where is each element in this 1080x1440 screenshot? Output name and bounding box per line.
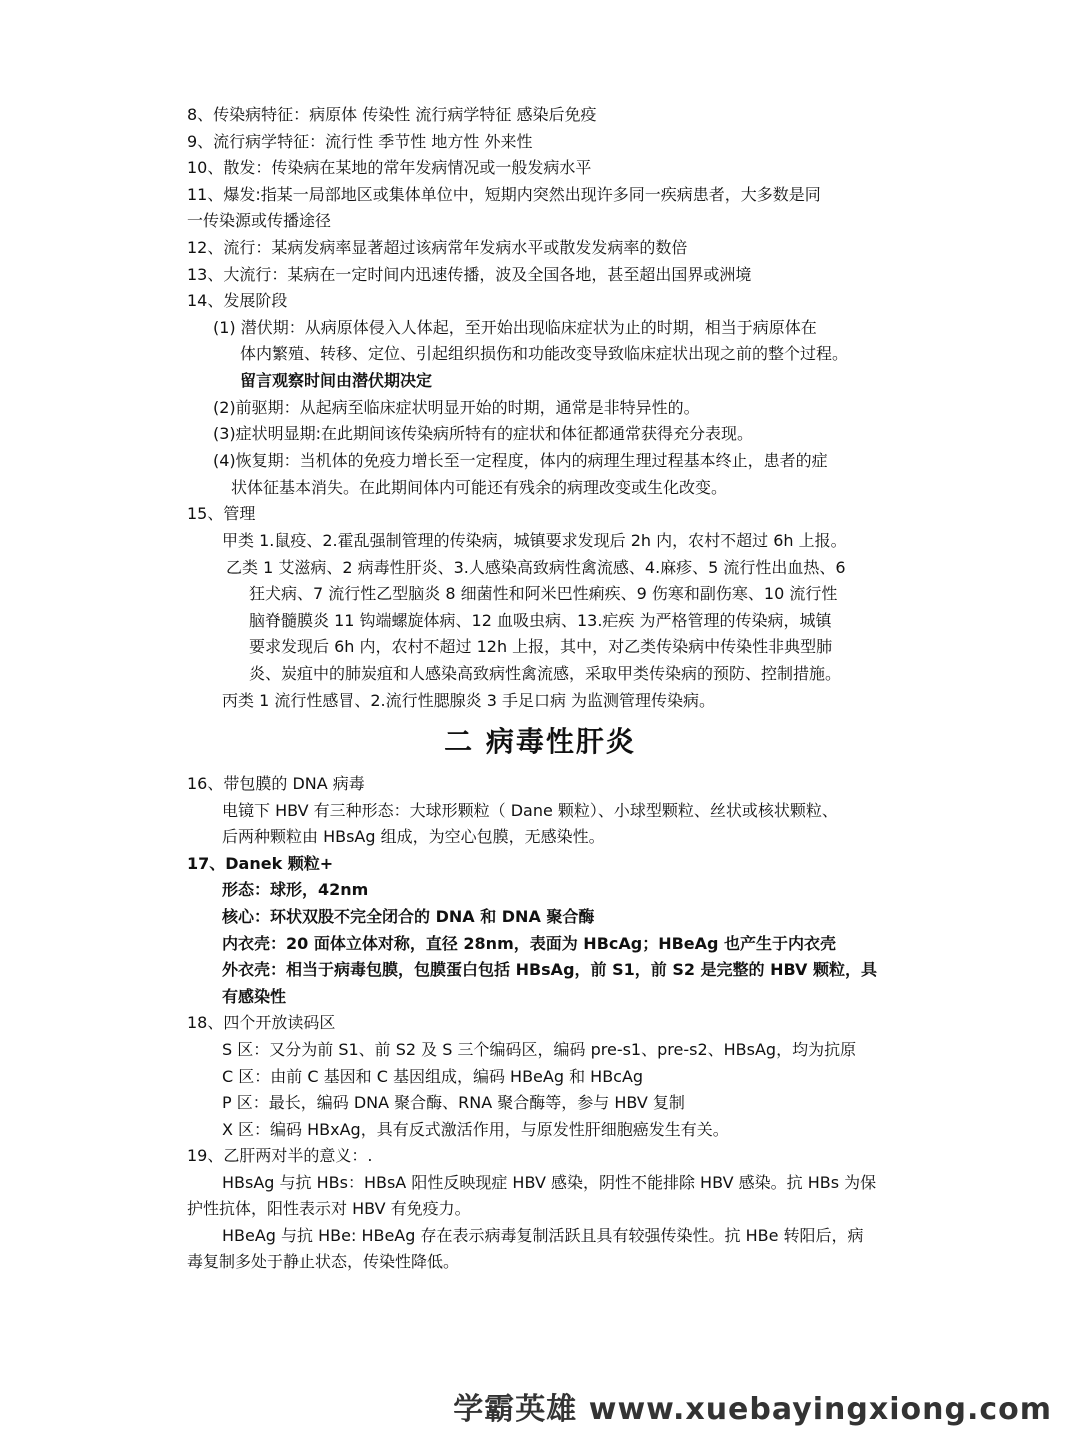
text-line: 18、四个开放读码区 [187, 1013, 336, 1032]
text-line: 体内繁殖、转移、定位、引起组织损伤和功能改变导致临床症状出现之前的整个过程。 [240, 344, 849, 363]
text-line: 脑脊髓膜炎 11 钩端螺旋体病、12 血吸虫病、13.疟疾 为严格管理的传染病，城镇 [249, 611, 832, 630]
text-line: 10、散发：传染病在某地的常年发病情况或一般发病水平 [187, 158, 592, 177]
text-line: 外衣壳：相当于病毒包膜，包膜蛋白包括 HBsAg，前 S1，前 S2 是完整的 HBV 颗粒，具 [222, 960, 878, 979]
text-line: 留言观察时间由潜伏期决定 [240, 371, 433, 390]
text-line: HBsAg 与抗 HBs：HBsA 阳性反映现症 HBV 感染，阴性不能排除 HBV 感染。抗 HBs 为保 [222, 1173, 877, 1192]
text-line: 19、乙肝两对半的意义：. [187, 1146, 373, 1165]
section-heading: 二 病毒性肝炎 [444, 725, 636, 758]
text-line: 15、管理 [187, 504, 256, 523]
text-line: C 区：由前 C 基因和 C 基因组成，编码 HBeAg 和 HBcAg [222, 1067, 644, 1086]
text-line: 后两种颗粒由 HBsAg 组成，为空心包膜，无感染性。 [222, 827, 605, 846]
text-line: HBeAg 与抗 HBe: HBeAg 存在表示病毒复制活跃且具有较强传染性。抗 HBe 转阳后，病 [222, 1226, 864, 1245]
text-line: 17、Danek 颗粒+ [187, 854, 334, 873]
text-line: 有感染性 [222, 987, 287, 1006]
text-line: 9、流行病学特征：流行性 季节性 地方性 外来性 [187, 132, 533, 151]
text-line: 形态：球形，42nm [222, 880, 369, 899]
text-line: 一传染源或传播途径 [187, 211, 332, 230]
text-line: 丙类 1 流行性感冒、2.流行性腮腺炎 3 手足口病 为监测管理传染病。 [222, 691, 716, 710]
text-line: (1) 潜伏期：从病原体侵入人体起，至开始出现临床症状为止的时期，相当于病原体在 [213, 318, 817, 337]
text-line: 8、传染病特征：病原体 传染性 流行病学特征 感染后免疫 [187, 105, 597, 124]
text-line: 状体征基本消失。在此期间体内可能还有残余的病理改变或生化改变。 [231, 478, 728, 497]
text-line: X 区：编码 HBxAg，具有反式激活作用，与原发性肝细胞癌发生有关。 [222, 1120, 729, 1139]
text-line: (2)前驱期：从起病至临床症状明显开始的时期，通常是非特异性的。 [213, 398, 700, 417]
text-line: 16、带包膜的 DNA 病毒 [187, 774, 365, 793]
footer-watermark: 学霸英雄 www.xuebayingxiong.com [453, 1392, 1052, 1427]
text-line: 护性抗体，阳性表示对 HBV 有免疫力。 [187, 1199, 471, 1218]
text-line: 14、发展阶段 [187, 291, 288, 310]
text-line: 乙类 1 艾滋病、2 病毒性肝炎、3.人感染高致病性禽流感、4.麻疹、5 流行性出血热、6 [226, 558, 846, 577]
text-line: 12、流行：某病发病率显著超过该病常年发病水平或散发发病率的数倍 [187, 238, 688, 257]
text-line: 甲类 1.鼠疫、2.霍乱强制管理的传染病，城镇要求发现后 2h 内，农村不超过 6h 上报。 [222, 531, 847, 550]
text-line: 内衣壳：20 面体立体对称，直径 28nm，表面为 HBcAg；HBeAg 也产生于内衣壳 [222, 934, 837, 953]
text-line: (3)症状明显期:在此期间该传染病所特有的症状和体征都通常获得充分表现。 [213, 424, 754, 443]
text-line: (4)恢复期：当机体的免疫力增长至一定程度，体内的病理生理过程基本终止，患者的症 [213, 451, 828, 470]
text-line: 毒复制多处于静止状态，传染性降低。 [187, 1252, 460, 1271]
text-line: 核心：环状双股不完全闭合的 DNA 和 DNA 聚合酶 [222, 907, 595, 926]
text-line: 狂犬病、7 流行性乙型脑炎 8 细菌性和阿米巴性痢疾、9 伤寒和副伤寒、10 流行性 [249, 584, 838, 603]
text-line: 电镜下 HBV 有三种形态：大球形颗粒（ Dane 颗粒）、小球型颗粒、丝状或核状颗粒、 [222, 801, 838, 820]
text-line: 要求发现后 6h 内，农村不超过 12h 上报，其中，对乙类传染病中传染性非典型肺 [249, 637, 833, 656]
text-line: 11、爆发:指某一局部地区或集体单位中，短期内突然出现许多同一疾病患者，大多数是同 [187, 185, 821, 204]
text-line: 13、大流行：某病在一定时间内迅速传播，波及全国各地，甚至超出国界或洲境 [187, 265, 752, 284]
text-line: P 区：最长，编码 DNA 聚合酶、RNA 聚合酶等，参与 HBV 复制 [222, 1093, 685, 1112]
text-line: 炎、炭疽中的肺炭疽和人感染高致病性禽流感，采取甲类传染病的预防、控制措施。 [249, 664, 842, 683]
text-line: S 区：又分为前 S1、前 S2 及 S 三个编码区，编码 pre-s1、pre-s2、HBsAg，均为抗原 [222, 1040, 857, 1059]
